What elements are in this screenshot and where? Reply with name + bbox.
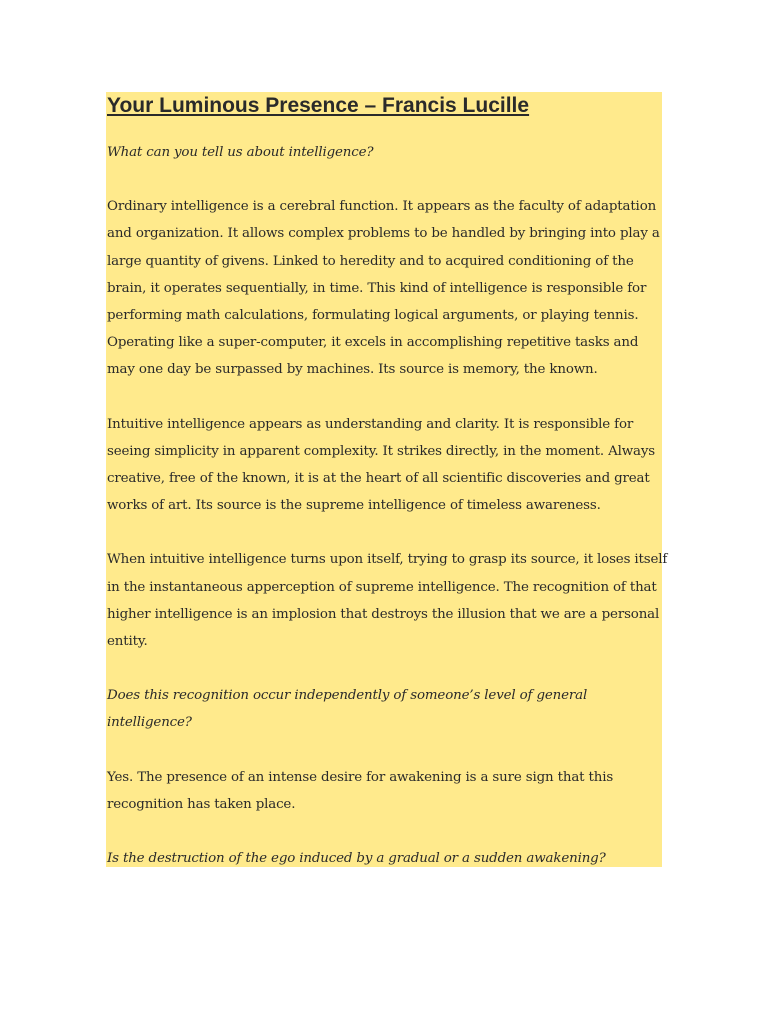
answer-paragraph bbox=[107, 193, 663, 383]
paragraph-spacer bbox=[107, 384, 663, 411]
paragraph-spacer bbox=[107, 737, 663, 764]
paragraph-spacer bbox=[107, 166, 663, 193]
paragraph-spacer bbox=[107, 818, 663, 845]
paragraph-list bbox=[107, 139, 668, 872]
text-line: Yes. The presence of an intense desire for awakening is a sure sign that this bbox=[107, 769, 614, 785]
answer-paragraph bbox=[107, 546, 668, 655]
text-line: seeing simplicity in apparent complexity. It strikes directly, in the moment. Always bbox=[107, 443, 656, 459]
answer-paragraph bbox=[107, 764, 663, 818]
text-line: may one day be surpassed by machines. Its source is memory, the known. bbox=[107, 362, 598, 378]
paragraph-spacer bbox=[107, 519, 663, 546]
paragraph-spacer bbox=[107, 655, 663, 682]
text-line: and organization. It allows complex problems to be handled by bringing into play a bbox=[107, 226, 660, 242]
question-paragraph bbox=[107, 845, 663, 872]
answer-paragraph bbox=[107, 411, 663, 520]
question-paragraph bbox=[107, 139, 663, 166]
text-line: works of art. Its source is the supreme intelligence of timeless awareness. bbox=[107, 498, 601, 514]
question-paragraph bbox=[107, 682, 663, 736]
text-line: Is the destruction of the ego induced by a gradual or a sudden awakening? bbox=[107, 851, 606, 867]
text-line: Ordinary intelligence is a cerebral function. It appears as the faculty of adaptation bbox=[107, 199, 657, 215]
text-line: Does this recognition occur independently of someone’s level of general bbox=[107, 688, 588, 704]
text-line: Intuitive intelligence appears as understanding and clarity. It is responsible for bbox=[107, 416, 634, 432]
text-line: recognition has taken place. bbox=[107, 796, 296, 812]
text-line: intelligence? bbox=[107, 715, 192, 731]
text-line: higher intelligence is an implosion that destroys the illusion that we are a personal bbox=[107, 606, 660, 622]
text-line: creative, free of the known, it is at the heart of all scientific discoveries and great bbox=[107, 471, 650, 487]
document-title: Your Luminous Presence – Francis Lucille bbox=[107, 94, 530, 117]
text-line: What can you tell us about intelligence? bbox=[107, 145, 374, 160]
document-content bbox=[107, 92, 668, 872]
text-line: When intuitive intelligence turns upon itself, trying to grasp its source, it loses itself bbox=[107, 552, 668, 568]
spacer bbox=[107, 119, 663, 139]
text-line: large quantity of givens. Linked to heredity and to acquired conditioning of the bbox=[107, 253, 634, 269]
text-line: performing math calculations, formulating logical arguments, or playing tennis. bbox=[107, 308, 639, 324]
text-line: entity. bbox=[107, 634, 148, 650]
text-line: in the instantaneous apperception of supreme intelligence. The recognition of that bbox=[107, 579, 657, 595]
text-line: brain, it operates sequentially, in time. This kind of intelligence is responsible for bbox=[107, 280, 647, 296]
text-line: Operating like a super-computer, it excels in accomplishing repetitive tasks and bbox=[107, 335, 639, 351]
